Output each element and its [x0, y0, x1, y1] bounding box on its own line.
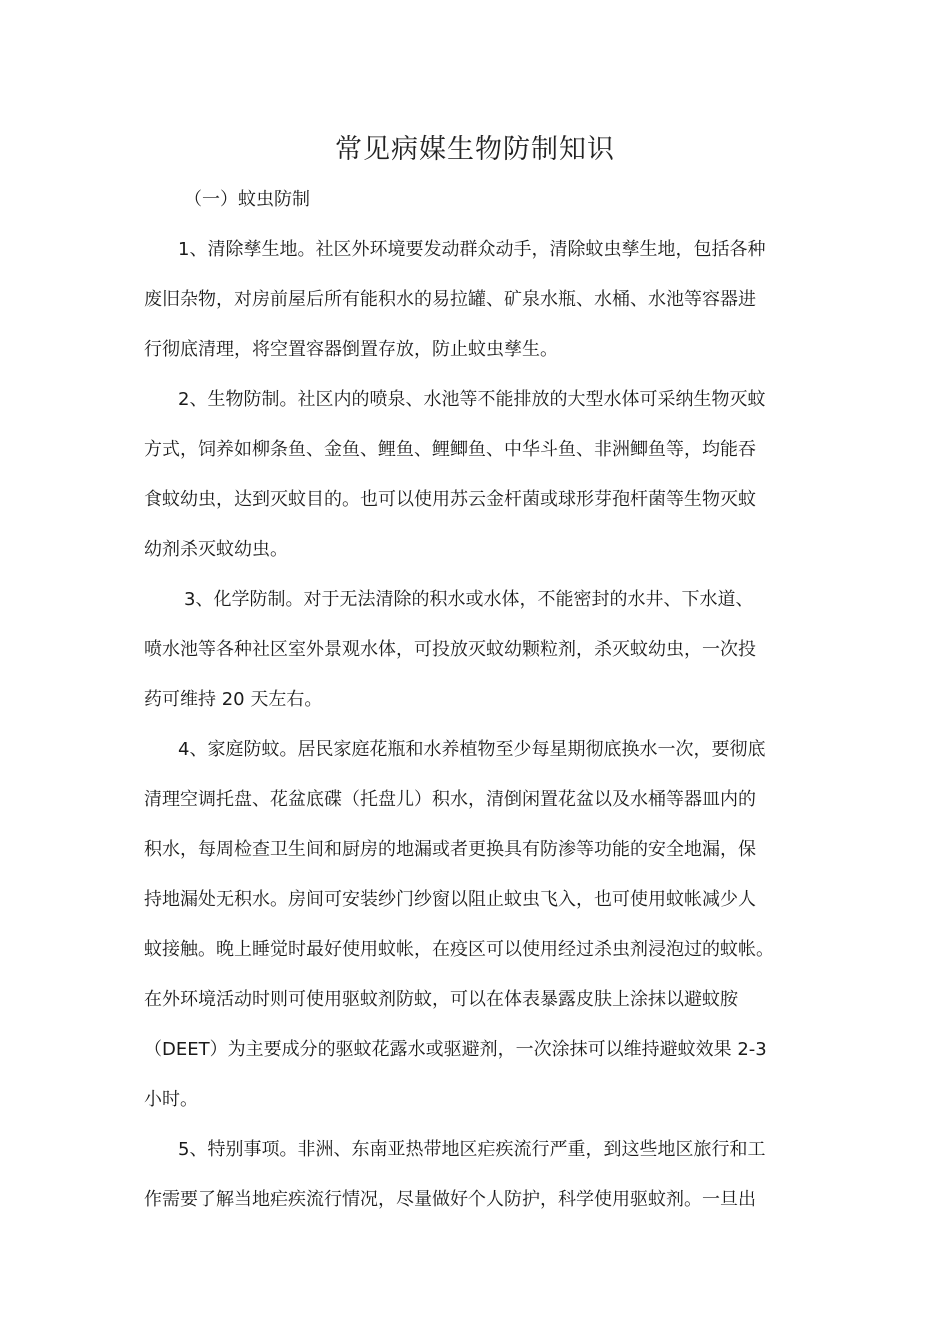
body-line: 4、家庭防蚊。居民家庭花瓶和水养植物至少每星期彻底换水一次，要彻底	[178, 739, 766, 760]
body-line: 作需要了解当地疟疾流行情况，尽量做好个人防护，科学使用驱蚊剂。一旦出	[144, 1189, 756, 1210]
body-line: 幼剂杀灭蚊幼虫。	[144, 539, 288, 560]
body-line: 药可维持 20 天左右。	[144, 689, 323, 710]
section-heading: （一）蚊虫防制	[184, 189, 310, 210]
body-line: 蚊接触。晚上睡觉时最好使用蚊帐，在疫区可以使用经过杀虫剂浸泡过的蚊帐。	[144, 939, 774, 960]
body-line: 方式，饲养如柳条鱼、金鱼、鲤鱼、鲤鲫鱼、中华斗鱼、非洲鲫鱼等，均能吞	[144, 439, 756, 460]
body-line: 持地漏处无积水。房间可安装纱门纱窗以阻止蚊虫飞入，也可使用蚊帐减少人	[144, 889, 756, 910]
document-title: 常见病媒生物防制知识	[335, 134, 615, 165]
body-line: 1、清除孳生地。社区外环境要发动群众动手，清除蚊虫孳生地，包括各种	[178, 239, 766, 260]
body-line: 喷水池等各种社区室外景观水体，可投放灭蚊幼颗粒剂，杀灭蚊幼虫，一次投	[144, 639, 756, 660]
body-line: 废旧杂物，对房前屋后所有能积水的易拉罐、矿泉水瓶、水桶、水池等容器进	[144, 289, 756, 310]
body-line: 积水，每周检查卫生间和厨房的地漏或者更换具有防渗等功能的安全地漏，保	[144, 839, 756, 860]
body-line: 在外环境活动时则可使用驱蚊剂防蚊，可以在体表暴露皮肤上涂抹以避蚊胺	[144, 989, 738, 1010]
body-line: 2、生物防制。社区内的喷泉、水池等不能排放的大型水体可采纳生物灭蚊	[178, 389, 766, 410]
body-line: （DEET）为主要成分的驱蚊花露水或驱避剂，一次涂抹可以维持避蚊效果 2-3	[144, 1039, 767, 1060]
body-line: 清理空调托盘、花盆底碟（托盘儿）积水，清倒闲置花盆以及水桶等器皿内的	[144, 789, 756, 810]
body-line: 食蚊幼虫，达到灭蚊目的。也可以使用苏云金杆菌或球形芽孢杆菌等生物灭蚊	[144, 489, 756, 510]
body-line: 3、化学防制。对于无法清除的积水或水体，不能密封的水井、下水道、	[184, 589, 754, 610]
body-line: 5、特别事项。非洲、东南亚热带地区疟疾流行严重，到这些地区旅行和工	[178, 1139, 766, 1160]
body-line: 行彻底清理，将空置容器倒置存放，防止蚊虫孳生。	[144, 339, 558, 360]
body-line: 小时。	[144, 1089, 198, 1110]
